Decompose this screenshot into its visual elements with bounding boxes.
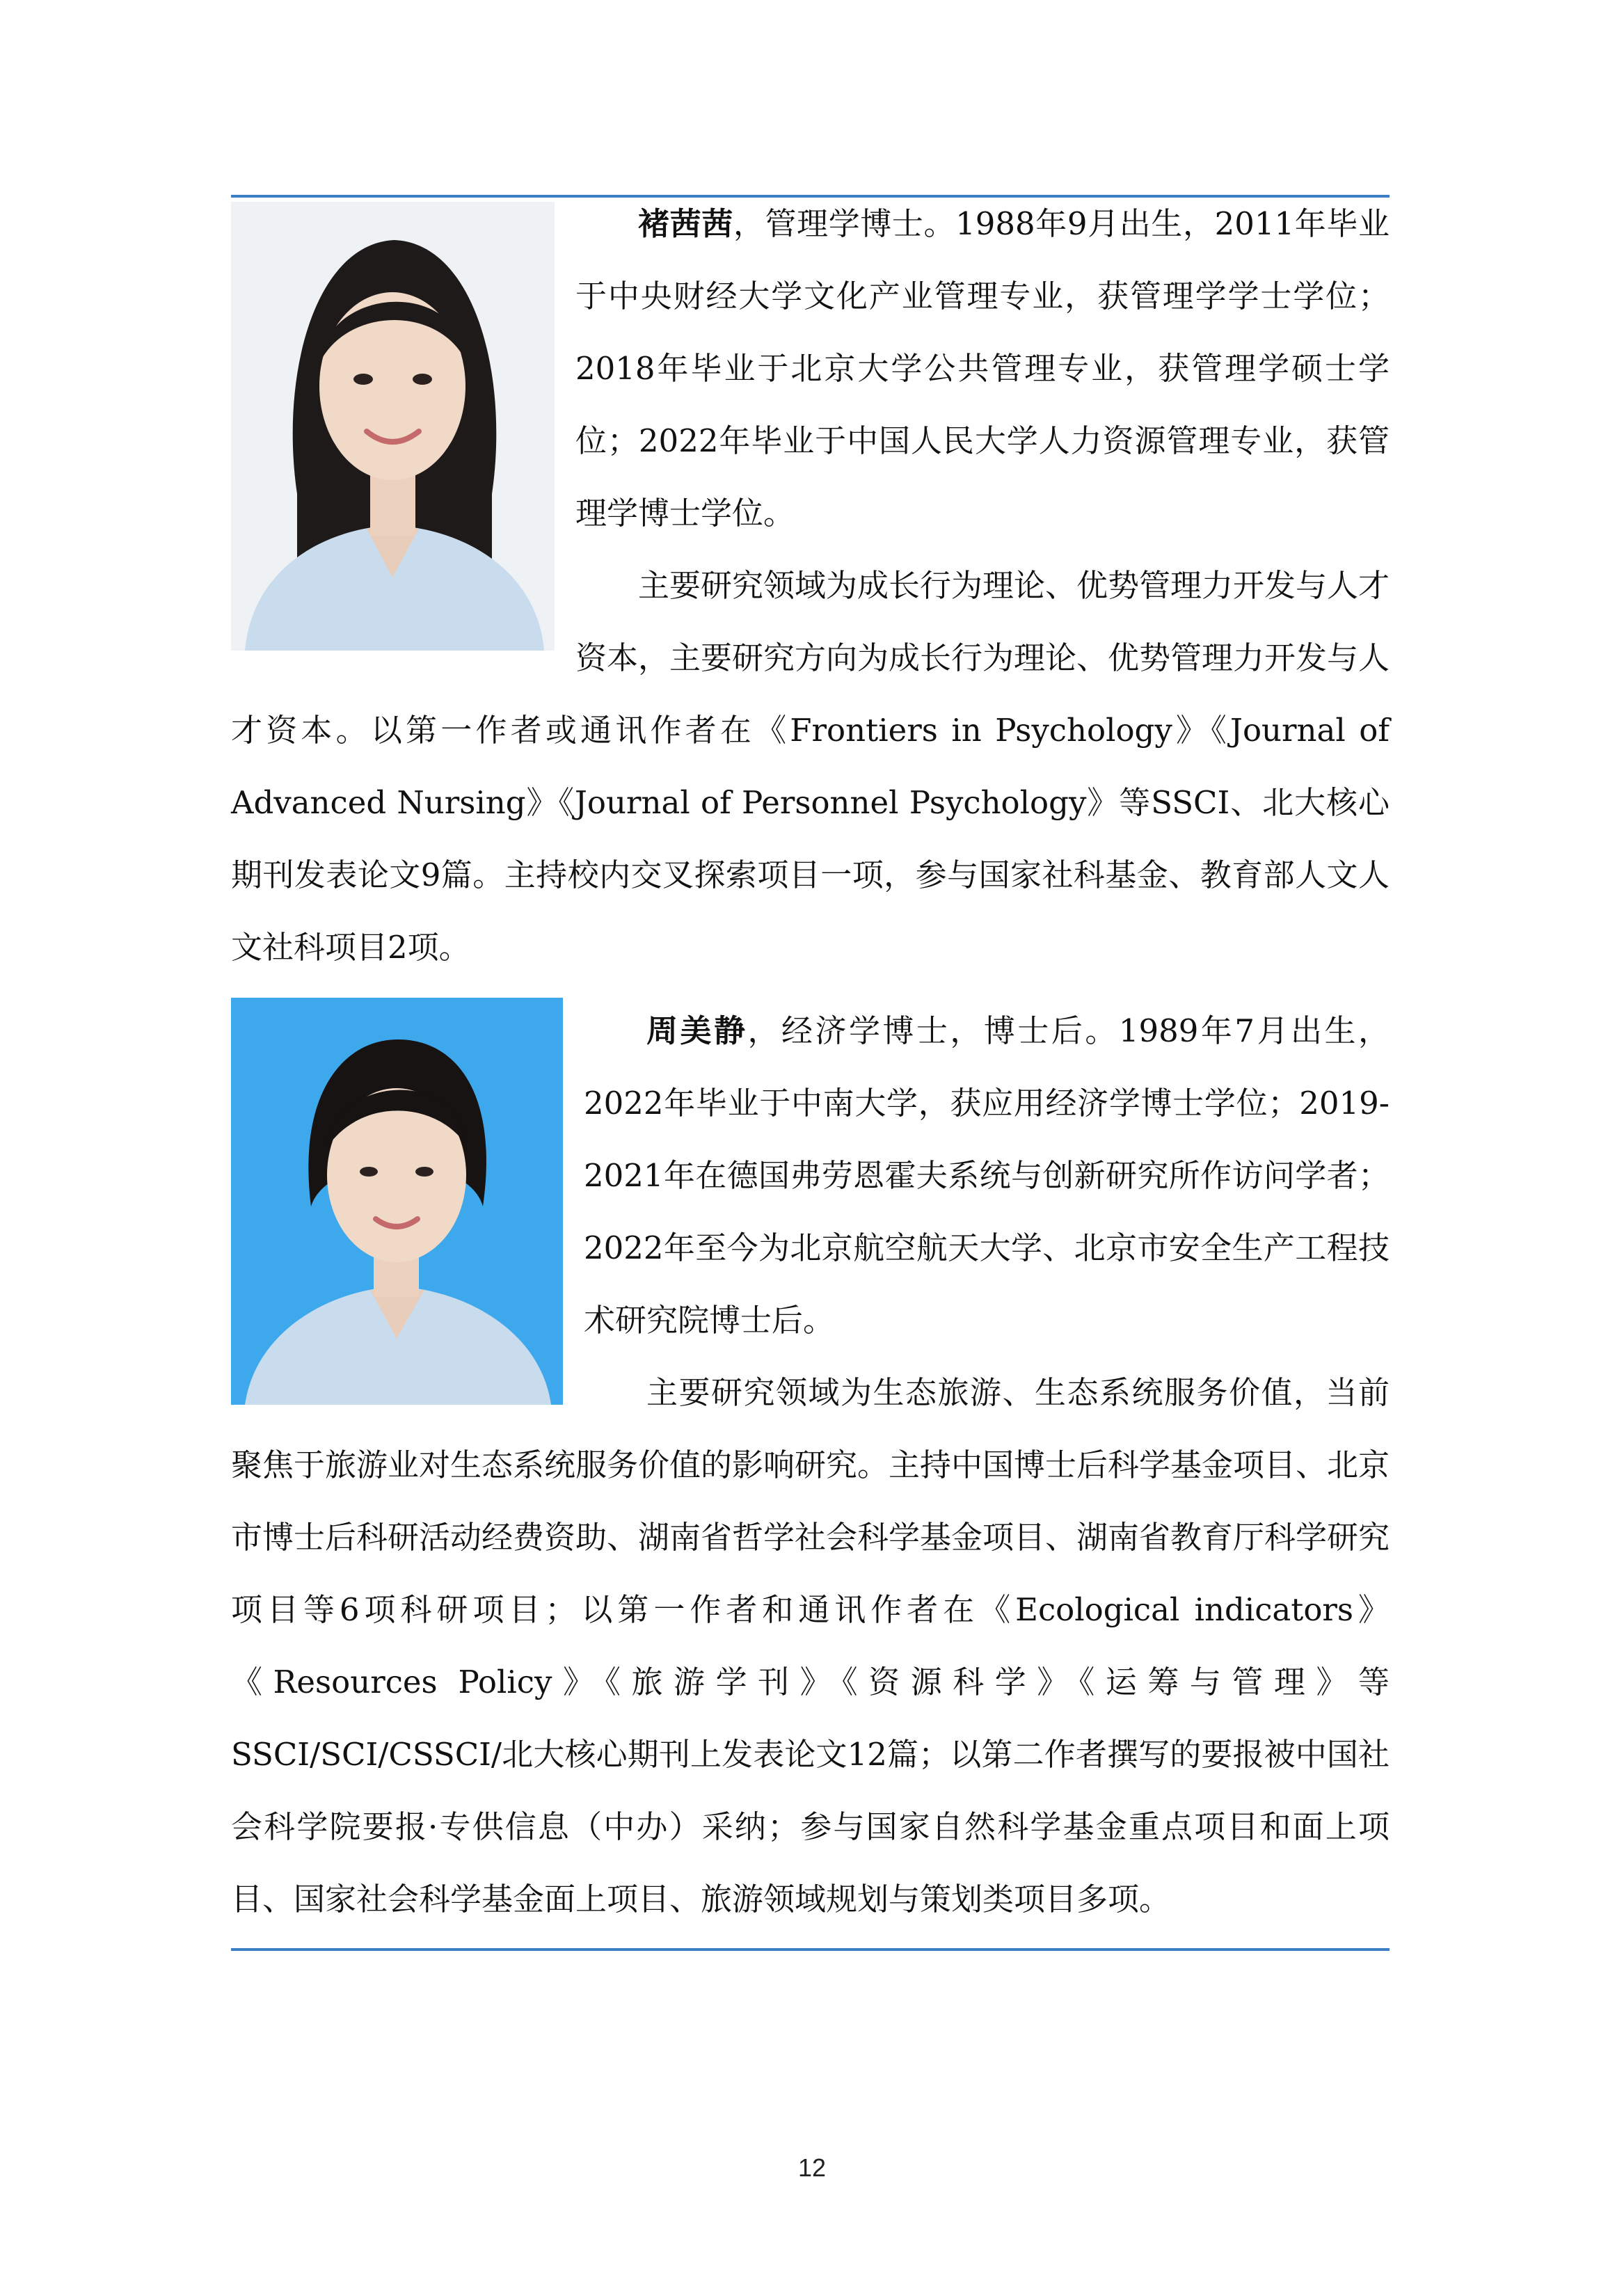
portrait-illustration [231,202,555,651]
bottom-divider-rule [231,1948,1390,1951]
profile-name: 褚茜茜 [638,205,733,242]
page-number: 12 [797,2153,827,2182]
profile-intro: ，经济学博士，博士后。1989年7月出生，2022年毕业于中南大学，获应用经济学博士学位；2019-2021年在德国弗劳恩霍夫系统与创新研究所作访问学者；2022年至今为北京航空航天大学、北京市安全生产工程技术研究院博士后。 [584,1012,1390,1339]
profile-zhou-meijing [231,995,1390,1936]
portrait-illustration [231,998,563,1405]
profile-intro: ，管理学博士。1988年9月出生，2011年毕业于中央财经大学文化产业管理专业，获管理学学士学位；2018年毕业于北京大学公共管理专业，获管理学硕士学位；2022年毕业于中国人民大学人力资源管理专业，获管理学博士学位。 [575,205,1390,532]
portrait-photo [231,998,563,1405]
profile-name: 周美静 [646,1012,748,1049]
profile-chu-qianqian [231,188,1390,984]
profile-research: 主要研究领域为成长行为理论、优势管理力开发与人才资本，主要研究方向为成长行为理论、优势管理力开发与人才资本。以第一作者或通讯作者在《Frontiers in Psychology》《Journal of Advanced Nursing》《Journal of Personnel Psychology》等SSCI、北大核心期刊发表论文9篇。主持校内交叉探索项目一项，参与国家社科基金、教育部人文人文社科项目2项。 [231,567,1390,966]
portrait-photo [231,202,555,651]
profile-research: 主要研究领域为生态旅游、生态系统服务价值，当前聚焦于旅游业对生态系统服务价值的影响研究。主持中国博士后科学基金项目、北京市博士后科研活动经费资助、湖南省哲学社会科学基金项目、湖南省教育厅科学研究项目等6项科研项目；以第一作者和通讯作者在《Ecological indicators》《Resources Policy》《旅游学刊》《资源科学》《运筹与管理》等SSCI/SCI/CSSCI/北大核心期刊上发表论文12篇；以第二作者撰写的要报被中国社会科学院要报·专供信息（中办）采纳；参与国家自然科学基金重点项目和面上项目、国家社会科学基金面上项目、旅游领域规划与策划类项目多项。 [231,1374,1390,1918]
